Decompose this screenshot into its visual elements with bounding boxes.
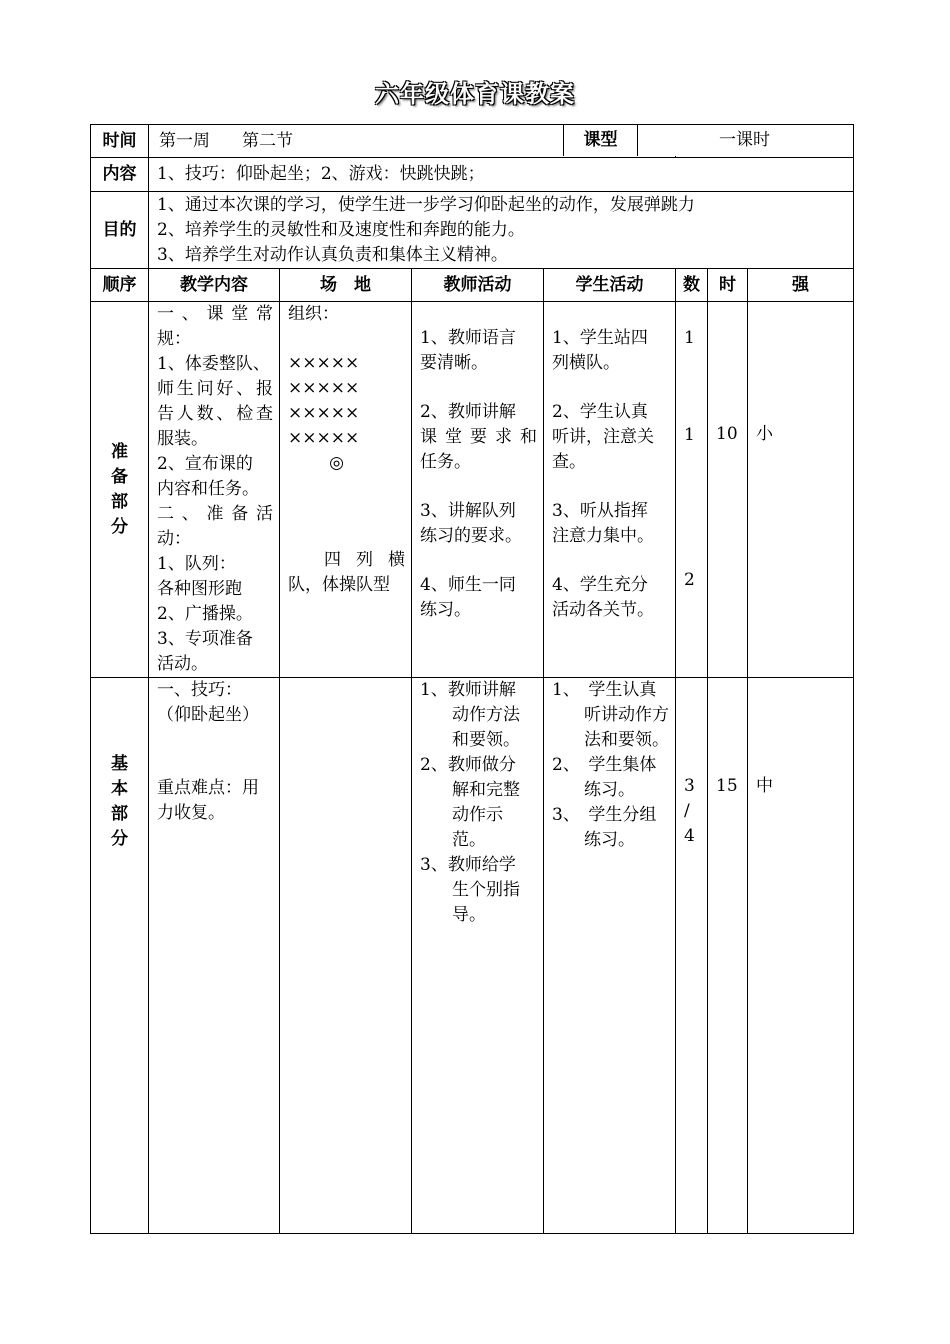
- basic-student: 1、 学生认真听讲动作方法和要领。 2、 学生集体练习。 3、 学生分组练习。: [544, 678, 676, 1234]
- row-prep: [91, 302, 854, 678]
- row-goal: [91, 192, 854, 269]
- col-time: 时: [708, 269, 748, 302]
- prep-count: 1 1 2: [676, 302, 708, 678]
- prep-intensity: 小: [748, 302, 854, 678]
- col-student: 学生活动: [544, 269, 676, 302]
- content-label: 内容: [91, 158, 149, 192]
- week-text: 第一周: [159, 130, 210, 151]
- prep-content: 一、课堂常 规： 1、体委整队、 师生问好、报 告人数、检查 服装。 2、宣布课的 内容和任务。 二、准备活 动： 1、队列： 各种图形跑 2、广播操。 3、专项准备 活动。: [149, 302, 280, 678]
- goal-value: [149, 192, 854, 269]
- col-venue: 场 地: [280, 269, 412, 302]
- lesson-type-value: 一课时: [638, 125, 851, 156]
- formation-row: ×××××: [288, 353, 360, 373]
- prep-time: 10: [708, 302, 748, 678]
- goal-line: 1、通过本次课的学习，使学生进一步学习仰卧起坐的动作，发展弹跳力: [157, 194, 695, 215]
- col-count: 数: [676, 269, 708, 302]
- venue-note: 队，体操队型: [288, 575, 390, 595]
- teacher-position-icon: ◎: [329, 453, 344, 473]
- row-content: [91, 158, 854, 192]
- col-content: 教学内容: [149, 269, 280, 302]
- lesson-plan-table: [90, 124, 854, 1234]
- col-order: 顺序: [91, 269, 149, 302]
- prep-label: 准 备 部 分: [91, 302, 149, 678]
- content-value: 1、技巧：仰卧起坐；2、游戏：快跳快跳；: [149, 158, 854, 192]
- lesson-type-label: 课型: [563, 125, 638, 156]
- goal-label: 目的: [91, 192, 149, 269]
- prep-student: 1、学生站四 列横队。 2、学生认真 听讲，注意关 查。 3、听从指挥 注意力集中。 4、学生充分 活动各关节。: [544, 302, 676, 678]
- formation-row: ×××××: [288, 378, 360, 398]
- prep-venue: [280, 302, 412, 678]
- column-header-row: [91, 269, 854, 302]
- col-intensity: 强: [748, 269, 854, 302]
- section-text: 第二节: [242, 130, 293, 151]
- formation-row: ×××××: [288, 428, 360, 448]
- basic-count: 3 / 4: [676, 678, 708, 1234]
- basic-label: 基 本 部 分: [91, 678, 149, 1234]
- time-label: 时间: [91, 125, 149, 158]
- goal-line: 2、培养学生的灵敏性和及速度性和奔跑的能力。: [157, 219, 525, 240]
- basic-venue: [280, 678, 412, 1234]
- prep-teacher: 1、教师语言 要清晰。 2、教师讲解 课堂要求和 任务。 3、讲解队列 练习的要求。 4、师生一同 练习。: [412, 302, 544, 678]
- formation-row: ×××××: [288, 403, 360, 423]
- venue-note: 四列横: [324, 550, 405, 570]
- basic-teacher: 1、教师讲解动作方法和要领。 2、教师做分解和完整动作示范。 3、教师给学生个别指导。: [412, 678, 544, 1234]
- page-title: 六年级体育课教案: [375, 80, 575, 108]
- basic-content: 一、技巧： （仰卧起坐） 重点难点：用 力收复。: [149, 678, 280, 1234]
- venue-org: 组织：: [288, 304, 339, 324]
- col-teacher: 教师活动: [412, 269, 544, 302]
- basic-intensity: 中: [748, 678, 854, 1234]
- basic-time: 15: [708, 678, 748, 1234]
- row-basic: [91, 678, 854, 1234]
- goal-line: 3、培养学生对动作认真负责和集体主义精神。: [157, 244, 508, 265]
